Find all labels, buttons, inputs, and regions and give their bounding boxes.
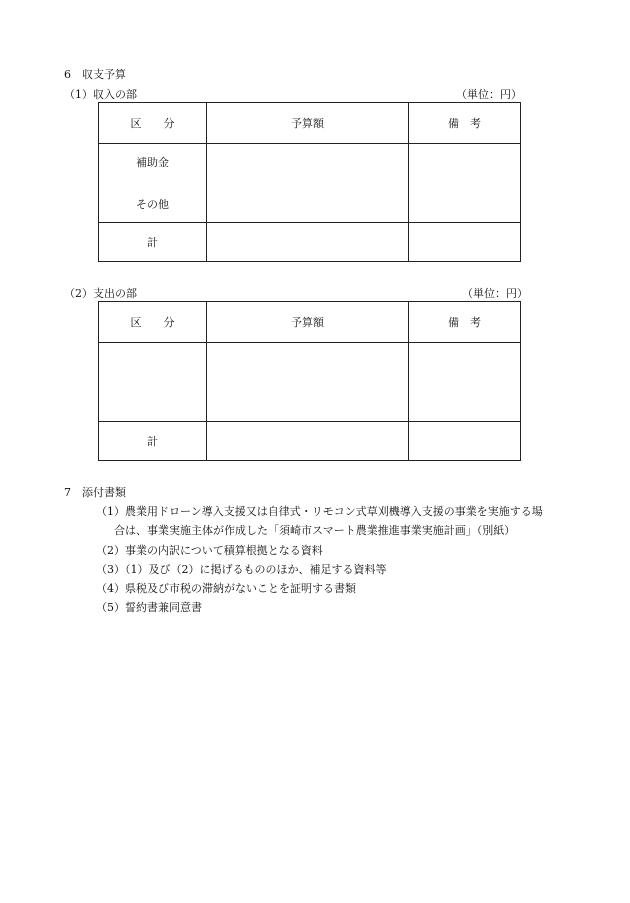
section-6-title: 6 収支予算 (64, 68, 126, 81)
header-kubun: 区 分 (99, 302, 207, 343)
header-budget: 予算額 (207, 302, 409, 343)
header-remarks: 備 考 (409, 103, 521, 144)
income-total-label: 計 (99, 223, 207, 262)
income-budget-cell (207, 144, 409, 223)
income-total-row (99, 223, 521, 262)
expense-budget-cell (207, 343, 409, 422)
expense-body-row (99, 343, 521, 422)
expense-remarks-cell (409, 343, 521, 422)
income-unit: （単位：円） (456, 88, 522, 101)
header-remarks: 備 考 (409, 302, 521, 343)
income-item-subsidy: 補助金 (136, 156, 169, 169)
attachment-item-1-continued: 合は、事業実施主体が作成した「須崎市スマート農業推進事業実施計画」（別紙） (114, 524, 516, 537)
header-budget: 予算額 (207, 103, 409, 144)
income-header-row (99, 103, 521, 144)
income-subtitle: （1）収入の部 (64, 88, 137, 101)
section-7-title: 7 添付書類 (64, 486, 126, 499)
expense-table (98, 301, 521, 461)
expense-total-remarks (409, 422, 521, 461)
attachment-item-4: （4）県税及び市税の滞納がないことを証明する書類 (96, 582, 356, 595)
expense-total-label: 計 (99, 422, 207, 461)
income-item-other: その他 (136, 198, 169, 211)
attachment-item-5: （5）誓約書兼同意書 (96, 601, 202, 614)
expense-subtitle: （2）支出の部 (64, 287, 137, 300)
income-total-budget (207, 223, 409, 262)
expense-header-row (99, 302, 521, 343)
income-items-cell (99, 144, 207, 223)
attachment-item-1: （1）農業用ドローン導入支援又は自律式・リモコン式草刈機導入支援の事業を実施する場 (96, 505, 543, 518)
income-total-remarks (409, 223, 521, 262)
income-table (98, 102, 521, 262)
attachment-item-2: （2）事業の内訳について積算根拠となる資料 (96, 544, 323, 557)
header-kubun: 区 分 (99, 103, 207, 144)
income-body-row (99, 144, 521, 223)
income-remarks-cell (409, 144, 521, 223)
expense-total-row (99, 422, 521, 461)
expense-total-budget (207, 422, 409, 461)
expense-items-cell (99, 343, 207, 422)
attachment-item-3: （3）（1）及び（2）に掲げるもののほか、補足する資料等 (96, 563, 387, 576)
expense-unit: （単位：円） (462, 287, 528, 300)
